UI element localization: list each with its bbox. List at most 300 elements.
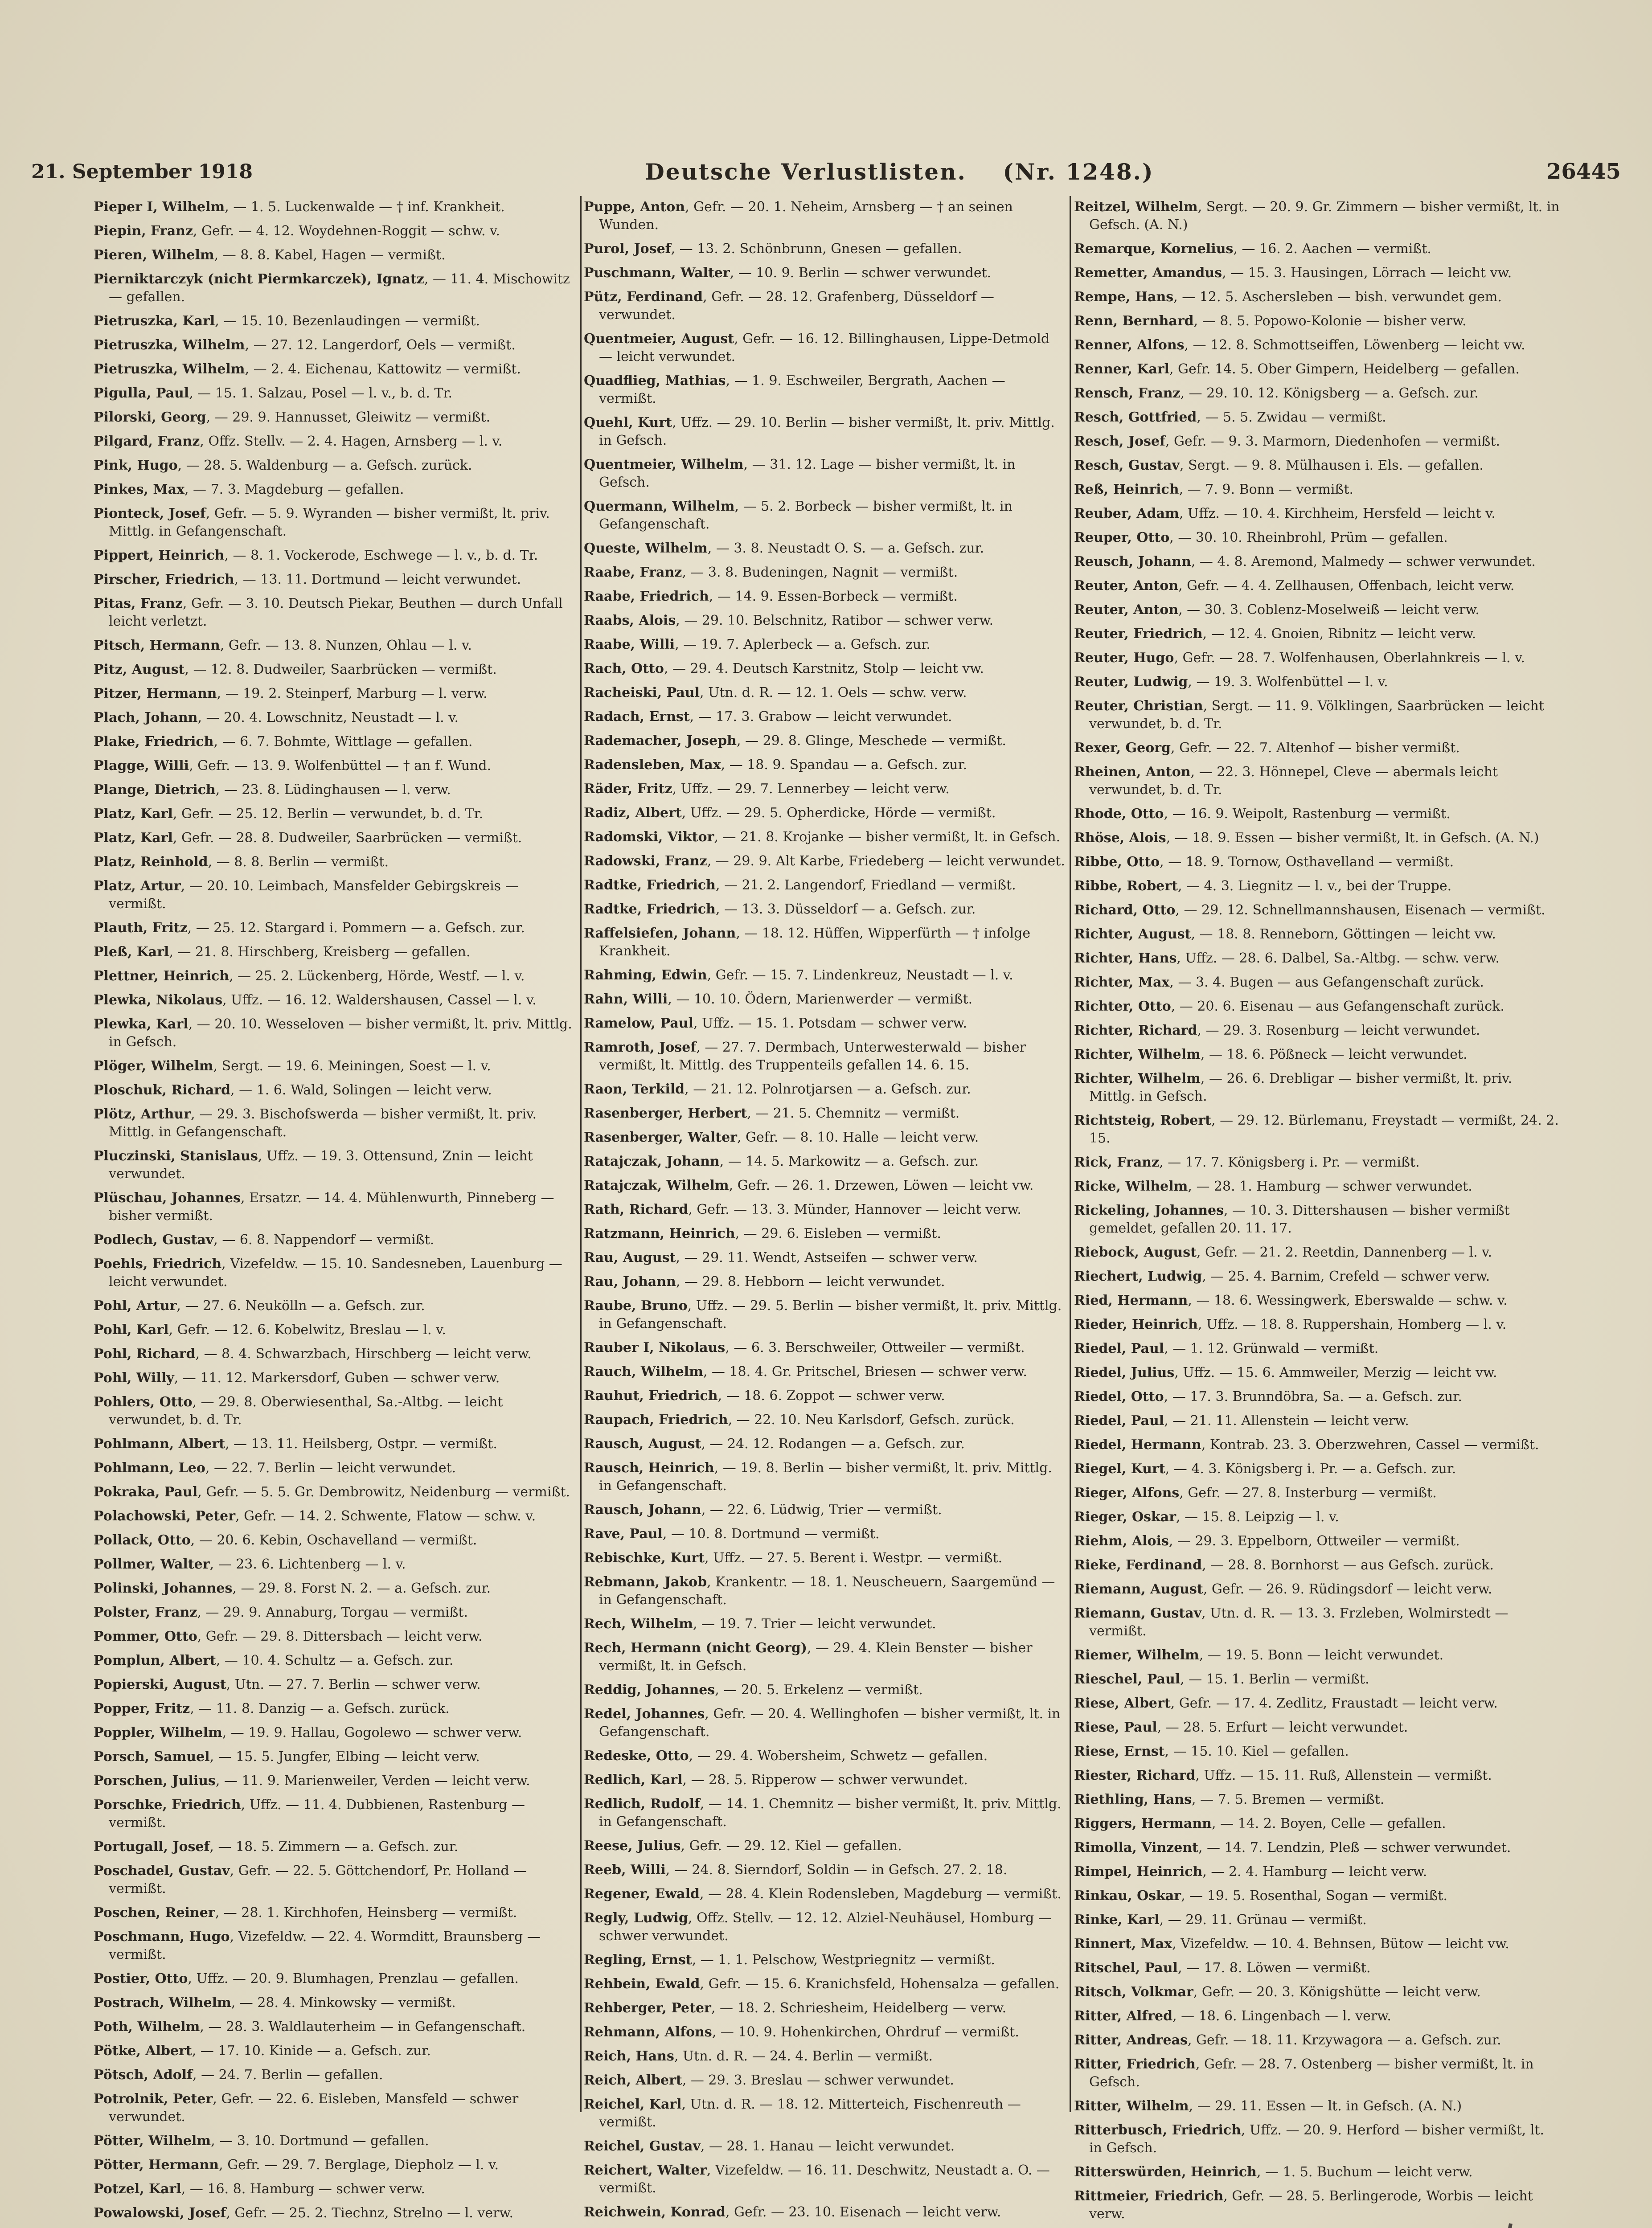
- casualty-details: — 18. 6. Pößneck — leicht verwundet.: [1209, 1047, 1468, 1062]
- casualty-entry: Rehberger, Peter, — 18. 2. Schriesheim, Heidelberg — verw.: [584, 2000, 1007, 2016]
- soldier-name: Rehberger, Peter: [584, 2000, 711, 2016]
- soldier-name: Reese, Julius: [584, 1838, 681, 1854]
- soldier-name: Rausch, Heinrich: [584, 1460, 714, 1476]
- casualty-details: Uffz. — 18. 8. Ruppershain, Homberg — l. v.: [1206, 1317, 1507, 1332]
- casualty-entry: Rebischke, Kurt, Uffz. — 27. 5. Berent i. Westpr. — vermißt.: [584, 1550, 1003, 1566]
- casualty-details: — 13. 3. Düsseldorf — a. Gefsch. zur.: [724, 901, 976, 917]
- soldier-name: Ricke, Wilhelm: [1074, 1179, 1188, 1194]
- casualty-entry: Rieschel, Paul, — 15. 1. Berlin — vermißt.: [1074, 1671, 1369, 1687]
- casualty-entry: Raabe, Franz, — 3. 8. Budeningen, Nagnit — vermißt.: [584, 565, 958, 580]
- soldier-name: Riggers, Hermann: [1074, 1816, 1212, 1831]
- casualty-details: — 19. 2. Steinperf, Marburg — l. verw.: [225, 686, 488, 701]
- soldier-name: Platz, Karl: [94, 806, 173, 822]
- soldier-name: Quentmeier, Wilhelm: [584, 457, 744, 472]
- casualty-entry: Reusch, Johann, — 4. 8. Aremond, Malmedy — schwer verwundet.: [1074, 554, 1536, 569]
- casualty-details: Uffz. — 29. 5. Berlin — bisher vermißt, lt. priv. Mittlg. in Gefangenschaft.: [599, 1298, 1062, 1331]
- casualty-details: — 21. 8. Krojanke — bisher vermißt, lt. in Gefsch.: [722, 829, 1061, 845]
- casualty-entry: Rhöse, Alois, — 18. 9. Essen — bisher vermißt, lt. in Gefsch. (A. N.): [1074, 830, 1539, 846]
- casualty-entry: Reese, Julius, Gefr. — 29. 12. Kiel — gefallen.: [584, 1838, 902, 1854]
- soldier-name: Pitzer, Hermann: [94, 686, 217, 701]
- casualty-details: — 20. 4. Lowschnitz, Neustadt — l. v.: [206, 710, 459, 725]
- casualty-entry: Rahn, Willi, — 10. 10. Ödern, Marienwerder — vermißt.: [584, 991, 973, 1007]
- casualty-entry: Regener, Ewald, — 28. 4. Klein Rodensleben, Magdeburg — vermißt.: [584, 1886, 1062, 1902]
- soldier-name: Pietruszka, Wilhelm: [94, 337, 245, 353]
- casualty-entry: Pommer, Otto, Gefr. — 29. 8. Dittersbach — leicht verw.: [94, 1629, 483, 1644]
- casualty-entry: Rehmann, Alfons, — 10. 9. Hohenkirchen, Ohrdruf — vermißt.: [584, 2024, 1019, 2040]
- casualty-entry: Pilgard, Franz, Offz. Stellv. — 2. 4. Hagen, Arnsberg — l. v.: [94, 434, 503, 449]
- casualty-entry: Raube, Bruno, Uffz. — 29. 5. Berlin — bisher vermißt, lt. priv. Mittlg. in Gefangenschaft.: [584, 1298, 1062, 1331]
- soldier-name: Rau, Johann: [584, 1274, 676, 1290]
- casualty-details: — 24. 7. Berlin — gefallen.: [201, 2067, 383, 2083]
- casualty-details: Gefr. — 28. 7. Ostenberg — bisher vermißt, lt. in Gefsch.: [1089, 2056, 1534, 2090]
- casualty-entry: Riedel, Hermann, Kontrab. 23. 3. Oberzwehren, Cassel — vermißt.: [1074, 1437, 1539, 1453]
- soldier-name: Polster, Franz: [94, 1605, 197, 1620]
- casualty-details: Uffz. — 15. 1. Potsdam — schwer verw.: [702, 1016, 967, 1031]
- casualty-details: — 20. 10. Wesseloven — bisher vermißt, lt. priv. Mittlg. in Gefsch.: [109, 1016, 572, 1050]
- soldier-name: Rauber I, Nikolaus: [584, 1340, 726, 1356]
- casualty-details: Gefr. — 28. 7. Wolfenhausen, Oberlahnkreis — l. v.: [1182, 650, 1525, 666]
- casualty-entry: Pohlmann, Albert, — 13. 11. Heilsberg, Ostpr. — vermißt.: [94, 1436, 497, 1452]
- soldier-name: Porschke, Friedrich: [94, 1797, 241, 1813]
- casualty-details: — 28. 1. Hanau — leicht verwundet.: [709, 2138, 955, 2154]
- casualty-entry: Rick, Franz, — 17. 7. Königsberg i. Pr. — vermißt.: [1074, 1155, 1420, 1170]
- soldier-name: Raabe, Friedrich: [584, 589, 709, 604]
- casualty-details: Uffz. — 28. 6. Dalbel, Sa.-Altbg. — schw. verw.: [1185, 950, 1500, 966]
- casualty-details: Gefr. — 27. 8. Insterburg — vermißt.: [1188, 1485, 1437, 1501]
- casualty-entry: Radensleben, Max, — 18. 9. Spandau — a. Gefsch. zur.: [584, 757, 967, 773]
- casualty-entry: Piepin, Franz, Gefr. — 4. 12. Woydehnen-Roggit — schw. v.: [94, 223, 500, 239]
- casualty-details: Vizefeldw. — 15. 10. Sandesneben, Lauenburg — leicht verwundet.: [109, 1256, 562, 1290]
- soldier-name: Rave, Paul: [584, 1526, 663, 1542]
- casualty-details: — 5. 2. Borbeck — bisher vermißt, lt. in Gefangenschaft.: [599, 499, 1013, 532]
- casualty-details: — 31. 12. Lage — bisher vermißt, lt. in Gefsch.: [599, 457, 1016, 490]
- soldier-name: Radensleben, Max: [584, 757, 721, 773]
- casualty-entry: Rech, Hermann (nicht Georg), — 29. 4. Klein Benster — bisher vermißt, lt. in Gefsch.: [584, 1640, 1033, 1674]
- casualty-entry: Rempe, Hans, — 12. 5. Aschersleben — bish. verwundet gem.: [1074, 289, 1502, 305]
- soldier-name: Richter, Wilhelm: [1074, 1071, 1201, 1086]
- soldier-name: Plach, Johann: [94, 710, 198, 725]
- casualty-details: Gefr. — 21. 2. Reetdin, Dannenberg — l. v.: [1205, 1245, 1492, 1260]
- casualty-details: Utn. d. R. — 18. 12. Mitterteich, Fischenreuth — vermißt.: [599, 2097, 1021, 2130]
- casualty-details: — 12. 8. Schmottseiffen, Löwenberg — leicht vw.: [1193, 337, 1525, 353]
- casualty-details: — 19. 5. Rosenthal, Sogan — vermißt.: [1189, 1888, 1448, 1904]
- casualty-entry: Quehl, Kurt, Uffz. — 29. 10. Berlin — bisher vermißt, lt. priv. Mittlg. in Gefsch.: [584, 415, 1055, 448]
- casualty-details: Gefr. — 17. 4. Zedlitz, Fraustadt — leicht verw.: [1179, 1696, 1498, 1711]
- casualty-entry: Raabe, Willi, — 19. 7. Aplerbeck — a. Gefsch. zur.: [584, 637, 931, 652]
- casualty-entry: Riechert, Ludwig, — 25. 4. Barnim, Crefeld — schwer verw.: [1074, 1269, 1490, 1284]
- soldier-name: Richter, Hans: [1074, 950, 1177, 966]
- casualty-details: Gefr. — 9. 3. Marmorn, Diedenhofen — vermißt.: [1174, 434, 1500, 449]
- soldier-name: Rebischke, Kurt: [584, 1550, 705, 1566]
- soldier-name: Raabe, Willi: [584, 637, 675, 652]
- casualty-entry: Pietruszka, Karl, — 15. 10. Bezenlaudingen — vermißt.: [94, 313, 480, 329]
- casualty-entry: Ploschuk, Richard, — 1. 6. Wald, Solingen — leicht verw.: [94, 1082, 492, 1098]
- casualty-details: — 29. 11. Wendt, Astseifen — schwer verw.: [684, 1250, 978, 1266]
- soldier-name: Pitz, August: [94, 662, 185, 677]
- soldier-name: Reuter, Anton: [1074, 578, 1179, 594]
- casualty-details: — 10. 9. Berlin — schwer verwundet.: [738, 265, 992, 281]
- casualty-entry: Pilorski, Georg, — 29. 9. Hannusset, Gleiwitz — vermißt.: [94, 410, 491, 425]
- casualty-entry: Pötsch, Adolf, — 24. 7. Berlin — gefallen.: [94, 2067, 383, 2083]
- soldier-name: Renn, Bernhard: [1074, 313, 1194, 329]
- casualty-entry: Rexer, Georg, Gefr. — 22. 7. Altenhof — bisher vermißt.: [1074, 740, 1460, 756]
- soldier-name: Radowski, Franz: [584, 853, 707, 869]
- casualty-entry: Poth, Wilhelm, — 28. 3. Waldlauterheim — in Gefangenschaft.: [94, 2019, 526, 2035]
- soldier-name: Resch, Gustav: [1074, 458, 1180, 473]
- soldier-name: Potzel, Karl: [94, 2181, 181, 2197]
- casualty-details: Uffz. — 16. 12. Waldershausen, Cassel — l. v.: [231, 992, 537, 1008]
- casualty-details: Utn. d. R. — 24. 4. Berlin — vermißt.: [682, 2048, 933, 2064]
- casualty-entry: Plüschau, Johannes, Ersatzr. — 14. 4. Mühlenwurth, Pinneberg — bisher vermißt.: [94, 1190, 554, 1224]
- soldier-name: Richtsteig, Robert: [1074, 1113, 1212, 1128]
- casualty-details: — 22. 7. Berlin — leicht verwundet.: [213, 1460, 456, 1476]
- casualty-entry: Raabs, Alois, — 29. 10. Belschnitz, Ratibor — schwer verw.: [584, 613, 994, 628]
- soldier-name: Portugall, Josef: [94, 1839, 210, 1855]
- casualty-entry: Ried, Hermann, — 18. 6. Wessingwerk, Eberswalde — schw. v.: [1074, 1293, 1508, 1308]
- casualty-details: — 29. 3. Bischofswerda — bisher vermißt, lt. priv. Mittlg. in Gefangenschaft.: [109, 1106, 537, 1140]
- casualty-details: — 8. 8. Kabel, Hagen — vermißt.: [222, 247, 446, 263]
- casualty-entry: Rausch, Heinrich, — 19. 8. Berlin — bisher vermißt, lt. priv. Mittlg. in Gefangenschaft.: [584, 1460, 1052, 1494]
- casualty-details: — 17. 10. Kinide — a. Gefsch. zur.: [200, 2043, 431, 2059]
- casualty-details: Gefr. — 12. 6. Kobelwitz, Breslau — l. v.: [177, 1322, 446, 1338]
- casualty-details: — 16. 8. Hamburg — schwer verw.: [189, 2181, 425, 2197]
- casualty-entry: Reddig, Johannes, — 20. 5. Erkelenz — vermißt.: [584, 1682, 923, 1698]
- soldier-name: Plüschau, Johannes: [94, 1190, 241, 1206]
- soldier-name: Platz, Artur: [94, 878, 181, 894]
- casualty-entry: Rimolla, Vinzent, — 14. 7. Lendzin, Pleß — schwer verwundet.: [1074, 1840, 1511, 1855]
- soldier-name: Reichel, Gustav: [584, 2138, 701, 2154]
- casualty-entry: Pietruszka, Wilhelm, — 2. 4. Eichenau, Kattowitz — vermißt.: [94, 361, 521, 377]
- soldier-name: Pohl, Artur: [94, 1298, 177, 1314]
- casualty-entry: Pitas, Franz, Gefr. — 3. 10. Deutsch Piekar, Beuthen — durch Unfall leicht verletzt.: [94, 596, 563, 629]
- casualty-details: — 29. 3. Eppelborn, Ottweiler — vermißt.: [1177, 1533, 1460, 1549]
- casualty-details: — 29. 8. Forst N. 2. — a. Gefsch. zur.: [241, 1581, 491, 1596]
- casualty-details: Gefr. — 26. 9. Rüdingsdorf — leicht verw.: [1211, 1581, 1492, 1597]
- casualty-entry: Porsch, Samuel, — 15. 5. Jungfer, Elbing — leicht verw.: [94, 1749, 480, 1765]
- casualty-entry: Riegel, Kurt, — 4. 3. Königsberg i. Pr. — a. Gefsch. zur.: [1074, 1461, 1456, 1477]
- soldier-name: Poppler, Wilhelm: [94, 1725, 222, 1741]
- casualty-details: Sergt. — 11. 9. Völklingen, Saarbrücken — leicht verwundet, b. d. Tr.: [1089, 698, 1544, 732]
- soldier-name: Reuber, Adam: [1074, 506, 1179, 521]
- soldier-name: Rick, Franz: [1074, 1155, 1160, 1170]
- casualty-entry: Ritschel, Paul, — 17. 8. Löwen — vermißt.: [1074, 1960, 1371, 1976]
- casualty-entry: Rhode, Otto, — 16. 9. Weipolt, Rastenburg — vermißt.: [1074, 806, 1451, 822]
- casualty-entry: Reuter, Anton, Gefr. — 4. 4. Zellhausen, Offenbach, leicht verw.: [1074, 578, 1515, 594]
- casualty-entry: Rinnert, Max, Vizefeldw. — 10. 4. Behnsen, Bütow — leicht vw.: [1074, 1936, 1509, 1952]
- soldier-name: Ratzmann, Heinrich: [584, 1226, 735, 1241]
- soldier-name: Rasenberger, Herbert: [584, 1106, 747, 1121]
- casualty-entry: Pieper I, Wilhelm, — 1. 5. Luckenwalde — † inf. Krankheit.: [94, 199, 505, 215]
- casualty-entry: Ritter, Andreas, Gefr. — 18. 11. Krzywagora — a. Gefsch. zur.: [1074, 2032, 1501, 2048]
- casualty-details: — 28. 3. Waldlauterheim — in Gefangenschaft.: [208, 2019, 526, 2035]
- casualty-details: — 28. 4. Minkowsky — vermißt.: [239, 1995, 456, 2011]
- handwritten-annotation: [107, 2206, 1533, 2228]
- soldier-name: Poschmann, Hugo: [94, 1929, 230, 1945]
- casualty-details: Vizefeldw. — 10. 4. Behnsen, Bütow — leicht vw.: [1181, 1936, 1509, 1952]
- casualty-details: — 28. 8. Bornhorst — aus Gefsch. zurück.: [1210, 1557, 1494, 1573]
- casualty-entry: Reuter, Ludwig, — 19. 3. Wolfenbüttel — l. v.: [1074, 674, 1388, 690]
- casualty-entry: Rehbein, Ewald, Gefr. — 15. 6. Kranichsfeld, Hohensalza — gefallen.: [584, 1976, 1060, 1992]
- casualty-column-3: [1074, 198, 1560, 2222]
- casualty-entry: Riese, Albert, Gefr. — 17. 4. Zedlitz, Fraustadt — leicht verw.: [1074, 1696, 1498, 1711]
- casualty-details: — 18. 6. Wessingwerk, Eberswalde — schw. v.: [1196, 1293, 1508, 1308]
- casualty-entry: Riggers, Hermann, — 14. 2. Boyen, Celle — gefallen.: [1074, 1816, 1446, 1831]
- soldier-name: Raabe, Franz: [584, 565, 682, 580]
- casualty-details: — 19. 7. Trier — leicht verwundet.: [701, 1616, 936, 1632]
- soldier-name: Reichel, Karl: [584, 2097, 682, 2112]
- casualty-details: — 17. 7. Königsberg i. Pr. — vermißt.: [1168, 1155, 1420, 1170]
- soldier-name: Pigulla, Paul: [94, 385, 189, 401]
- casualty-details: Offz. Stellv. — 12. 12. Alziel-Neuhäusel, Homburg — schwer verwundet.: [599, 1910, 1052, 1944]
- casualty-column-1: [94, 198, 579, 2221]
- casualty-entry: Richter, Hans, Uffz. — 28. 6. Dalbel, Sa.-Altbg. — schw. verw.: [1074, 950, 1500, 966]
- casualty-entry: Riedel, Julius, Uffz. — 15. 6. Ammweiler, Merzig — leicht vw.: [1074, 1365, 1497, 1380]
- casualty-details: Kontrab. 23. 3. Oberzwehren, Cassel — vermißt.: [1209, 1437, 1539, 1453]
- casualty-entry: Rasenberger, Walter, Gefr. — 8. 10. Halle — leicht verw.: [584, 1130, 979, 1145]
- casualty-entry: Pollack, Otto, — 20. 6. Kebin, Oschavelland — vermißt.: [94, 1532, 477, 1548]
- casualty-entry: Ricke, Wilhelm, — 28. 1. Hamburg — schwer verwundet.: [1074, 1179, 1472, 1194]
- casualty-details: — 11. 8. Danzig — a. Gefsch. zurück.: [198, 1701, 450, 1716]
- casualty-details: — 29. 4. Wobersheim, Schwetz — gefallen.: [697, 1748, 988, 1764]
- casualty-details: Gefr. — 16. 12. Billinghausen, Lippe-Detmold — leicht verwundet.: [599, 331, 1050, 365]
- casualty-details: — 18. 4. Gr. Pritschel, Briesen — schwer verw.: [711, 1364, 1027, 1380]
- soldier-name: Radtke, Friedrich: [584, 901, 716, 917]
- casualty-entry: Powalowski, Josef, Gefr. — 25. 2. Tiechnz, Strelno — l. verw.: [94, 2205, 514, 2221]
- casualty-entry: Potrolnik, Peter, Gefr. — 22. 6. Eisleben, Mansfeld — schwer verwundet.: [94, 2091, 519, 2125]
- soldier-name: Pollmer, Walter: [94, 1556, 210, 1572]
- soldier-name: Radomski, Viktor: [584, 829, 714, 845]
- casualty-entry: Pokraka, Paul, Gefr. — 5. 5. Gr. Dembrowitz, Neidenburg — vermißt.: [94, 1484, 570, 1500]
- soldier-name: Porsch, Samuel: [94, 1749, 210, 1765]
- casualty-entry: Ratzmann, Heinrich, — 29. 6. Eisleben — vermißt.: [584, 1226, 941, 1241]
- soldier-name: Resch, Gottfried: [1074, 410, 1197, 425]
- soldier-name: Pippert, Heinrich: [94, 548, 225, 563]
- casualty-details: — 10. 10. Ödern, Marienwerder — vermißt.: [676, 991, 973, 1007]
- casualty-entry: Reichert, Walter, Vizefeldw. — 16. 11. Deschwitz, Neustadt a. O. — vermißt.: [584, 2162, 1050, 2196]
- soldier-name: Pötke, Albert: [94, 2043, 192, 2059]
- casualty-entry: Rheinen, Anton, — 22. 3. Hönnepel, Cleve — abermals leicht verwundet, b. d. Tr.: [1074, 764, 1498, 798]
- soldier-name: Rheinen, Anton: [1074, 764, 1191, 780]
- casualty-entry: Richter, Otto, — 20. 6. Eisenau — aus Gefangenschaft zurück.: [1074, 999, 1504, 1014]
- casualty-details: — 7. 9. Bonn — vermißt.: [1187, 482, 1354, 497]
- soldier-name: Richter, Richard: [1074, 1023, 1197, 1038]
- soldier-name: Podlech, Gustav: [94, 1232, 214, 1248]
- casualty-details: — 18. 6. Lingenbach — l. verw.: [1181, 2008, 1391, 2024]
- soldier-name: Pieren, Wilhelm: [94, 247, 214, 263]
- casualty-details: Uffz. — 19. 3. Ottensund, Znin — leicht verwundet.: [109, 1148, 533, 1182]
- casualty-details: Gefr. — 29. 8. Dittersbach — leicht verw.: [205, 1629, 483, 1644]
- casualty-details: Utn. d. R. — 13. 3. Frzleben, Wolmirstedt — vermißt.: [1089, 1605, 1509, 1639]
- soldier-name: Quehl, Kurt: [584, 415, 672, 430]
- soldier-name: Resch, Josef: [1074, 434, 1165, 449]
- casualty-entry: Platz, Karl, Gefr. — 28. 8. Dudweiler, Saarbrücken — vermißt.: [94, 830, 522, 846]
- casualty-details: — 6. 7. Bohmte, Wittlage — gefallen.: [222, 734, 473, 749]
- casualty-details: — 23. 6. Lichtenberg — l. v.: [218, 1556, 406, 1572]
- soldier-name: Reichert, Walter: [584, 2162, 707, 2178]
- casualty-details: Uffz. — 20. 9. Blumhagen, Prenzlau — gefallen.: [196, 1971, 519, 1986]
- soldier-name: Rausch, Johann: [584, 1502, 701, 1518]
- casualty-details: — 2. 4. Hamburg — leicht verw.: [1211, 1864, 1427, 1880]
- casualty-entry: Pohl, Richard, — 8. 4. Schwarzbach, Hirschberg — leicht verw.: [94, 1346, 532, 1362]
- soldier-name: Pollack, Otto: [94, 1532, 191, 1548]
- soldier-name: Pink, Hugo: [94, 458, 178, 473]
- casualty-entry: Richter, Max, — 3. 4. Bugen — aus Gefangenschaft zurück.: [1074, 975, 1484, 990]
- soldier-name: Rauch, Wilhelm: [584, 1364, 703, 1380]
- soldier-name: Pitas, Franz: [94, 596, 183, 611]
- soldier-name: Plettner, Heinrich: [94, 968, 230, 984]
- casualty-entry: Rinke, Karl, — 29. 11. Grünau — vermißt.: [1074, 1912, 1367, 1928]
- soldier-name: Reichwein, Konrad: [584, 2204, 726, 2220]
- soldier-name: Porschen, Julius: [94, 1773, 216, 1789]
- casualty-entry: Poschmann, Hugo, Vizefeldw. — 22. 4. Wormditt, Braunsberg — vermißt.: [94, 1929, 541, 1962]
- casualty-entry: Raon, Terkild, — 21. 12. Polnrotjarsen — a. Gefsch. zur.: [584, 1081, 971, 1097]
- casualty-details: — 25. 2. Lückenberg, Hörde, Westf. — l. v.: [238, 968, 525, 984]
- casualty-details: — 29. 10. 12. Königsberg — a. Gefsch. zur.: [1189, 385, 1479, 401]
- casualty-details: — 28. 1. Hamburg — schwer verwundet.: [1196, 1179, 1472, 1194]
- casualty-entry: Pitsch, Hermann, Gefr. — 13. 8. Nunzen, Ohlau — l. v.: [94, 638, 472, 653]
- casualty-details: Gefr. — 22. 6. Eisleben, Mansfeld — schwer verwundet.: [109, 2091, 519, 2125]
- casualty-details: — 15. 1. Salzau, Posel — l. v., b. d. Tr.: [197, 385, 453, 401]
- soldier-name: Rinke, Karl: [1074, 1912, 1160, 1928]
- soldier-name: Riester, Richard: [1074, 1768, 1196, 1783]
- soldier-name: Rhöse, Alois: [1074, 830, 1166, 846]
- casualty-details: — 22. 6. Lüdwig, Trier — vermißt.: [709, 1502, 942, 1518]
- casualty-details: — 10. 4. Schultz — a. Gefsch. zur.: [224, 1653, 454, 1668]
- casualty-details: Ersatzr. — 14. 4. Mühlenwurth, Pinneberg — bisher vermißt.: [109, 1190, 554, 1224]
- casualty-details: — 29. 9. Hannusset, Gleiwitz — vermißt.: [214, 410, 491, 425]
- casualty-entry: Podlech, Gustav, — 6. 8. Nappendorf — vermißt.: [94, 1232, 435, 1248]
- casualty-entry: Plagge, Willi, Gefr. — 13. 9. Wolfenbüttel — † an f. Wund.: [94, 758, 492, 774]
- casualty-entry: Pionteck, Josef, Gefr. — 5. 9. Wyranden — bisher vermißt, lt. priv. Mittlg. in Gefangenschaft.: [94, 506, 550, 539]
- casualty-details: — 20. 6. Eisenau — aus Gefangenschaft zurück.: [1179, 999, 1504, 1014]
- casualty-details: Vizefeldw. — 16. 11. Deschwitz, Neustadt a. O. — vermißt.: [599, 2162, 1050, 2196]
- soldier-name: Ribbe, Otto: [1074, 854, 1160, 870]
- soldier-name: Rach, Otto: [584, 661, 664, 676]
- casualty-entry: Radomski, Viktor, — 21. 8. Krojanke — bisher vermißt, lt. in Gefsch.: [584, 829, 1061, 845]
- casualty-entry: Polster, Franz, — 29. 9. Annaburg, Torgau — vermißt.: [94, 1605, 468, 1620]
- casualty-column-2: [584, 198, 1065, 2220]
- soldier-name: Raabs, Alois: [584, 613, 676, 628]
- soldier-name: Ritter, Wilhelm: [1074, 2098, 1189, 2114]
- casualty-entry: Porschke, Friedrich, Uffz. — 11. 4. Dubbienen, Rastenburg — vermißt.: [94, 1797, 525, 1831]
- casualty-entry: Richard, Otto, — 29. 12. Schnellmannshausen, Eisenach — vermißt.: [1074, 902, 1545, 918]
- soldier-name: Reuter, Hugo: [1074, 650, 1174, 666]
- soldier-name: Reich, Albert: [584, 2072, 682, 2088]
- soldier-name: Rath, Richard: [584, 1202, 689, 1217]
- casualty-details: Gefr. — 22. 5. Göttchendorf, Pr. Holland — vermißt.: [109, 1863, 527, 1896]
- publication-title-line: [645, 159, 1154, 185]
- casualty-entry: Pinkes, Max, — 7. 3. Magdeburg — gefallen.: [94, 482, 404, 497]
- soldier-name: Reeb, Willi: [584, 1862, 666, 1878]
- casualty-details: Gefr. — 29. 12. Kiel — gefallen.: [689, 1838, 902, 1854]
- casualty-details: — 29. 12. Bürlemanu, Freystadt — vermißt, 24. 2. 15.: [1089, 1113, 1559, 1146]
- casualty-details: — 4. 3. Königsberg i. Pr. — a. Gefsch. zur.: [1173, 1461, 1456, 1477]
- casualty-details: — 1. 5. Buchum — leicht verw.: [1265, 2164, 1473, 2180]
- soldier-name: Platz, Reinhold: [94, 854, 208, 870]
- casualty-entry: Rademacher, Joseph, — 29. 8. Glinge, Meschede — vermißt.: [584, 733, 1006, 749]
- soldier-name: Reuper, Otto: [1074, 530, 1170, 545]
- casualty-entry: Poehls, Friedrich, Vizefeldw. — 15. 10. Sandesneben, Lauenburg — leicht verwundet.: [94, 1256, 562, 1290]
- casualty-details: Utn. d. R. — 12. 1. Oels — schw. verw.: [708, 685, 967, 700]
- casualty-details: — 2. 4. Eichenau, Kattowitz — vermißt.: [253, 361, 521, 377]
- casualty-details: — 6. 8. Nappendorf — vermißt.: [222, 1232, 435, 1248]
- soldier-name: Rau, August: [584, 1250, 676, 1266]
- casualty-entry: Plewka, Nikolaus, Uffz. — 16. 12. Waldershausen, Cassel — l. v.: [94, 992, 537, 1008]
- soldier-name: Platz, Karl: [94, 830, 173, 846]
- soldier-name: Pohlers, Otto: [94, 1394, 193, 1410]
- casualty-entry: Renner, Alfons, — 12. 8. Schmottseiffen, Löwenberg — leicht vw.: [1074, 337, 1525, 353]
- casualty-details: — 15. 3. Hausingen, Lörrach — leicht vw.: [1230, 265, 1512, 281]
- casualty-entry: Radtke, Friedrich, — 21. 2. Langendorf, Friedland — vermißt.: [584, 877, 1016, 893]
- casualty-entry: Riese, Paul, — 28. 5. Erfurt — leicht verwundet.: [1074, 1720, 1408, 1735]
- casualty-entry: Plötz, Arthur, — 29. 3. Bischofswerda — bisher vermißt, lt. priv. Mittlg. in Gefangenschaft.: [94, 1106, 537, 1140]
- casualty-details: — 10. 9. Hohenkirchen, Ohrdruf — vermißt.: [720, 2024, 1019, 2040]
- casualty-entry: Pötke, Albert, — 17. 10. Kinide — a. Gefsch. zur.: [94, 2043, 431, 2059]
- casualty-entry: Plöger, Wilhelm, Sergt. — 19. 6. Meiningen, Soest — l. v.: [94, 1058, 491, 1074]
- casualty-entry: Plake, Friedrich, — 6. 7. Bohmte, Wittlage — gefallen.: [94, 734, 473, 749]
- casualty-entry: Pohlers, Otto, — 29. 8. Oberwiesenthal, Sa.-Altbg. — leicht verwundet, b. d. Tr.: [94, 1394, 503, 1428]
- casualty-entry: Pollmer, Walter, — 23. 6. Lichtenberg — l. v.: [94, 1556, 406, 1572]
- casualty-entry: Resch, Josef, Gefr. — 9. 3. Marmorn, Diedenhofen — vermißt.: [1074, 434, 1500, 449]
- casualty-details: — 15. 10. Bezenlaudingen — vermißt.: [223, 313, 480, 329]
- casualty-details: — 29. 6. Eisleben — vermißt.: [743, 1226, 941, 1241]
- soldier-name: Puppe, Anton: [584, 199, 685, 215]
- soldier-name: Ritter, Alfred: [1074, 2008, 1173, 2024]
- casualty-details: — 19. 9. Hallau, Gogolewo — schwer verw.: [230, 1725, 522, 1741]
- casualty-entry: Reuter, Christian, Sergt. — 11. 9. Völklingen, Saarbrücken — leicht verwundet, b. d. Tr.: [1074, 698, 1544, 732]
- soldier-name: Poehls, Friedrich: [94, 1256, 222, 1272]
- casualty-details: — 18. 2. Schriesheim, Heidelberg — verw.: [719, 2000, 1007, 2016]
- casualty-details: Gefr. — 18. 11. Krzywagora — a. Gefsch. zur.: [1196, 2032, 1501, 2048]
- casualty-entry: Plach, Johann, — 20. 4. Lowschnitz, Neustadt — l. v.: [94, 710, 459, 725]
- casualty-details: Utn. — 27. 7. Berlin — schwer verw.: [234, 1677, 481, 1692]
- casualty-entry: Puppe, Anton, Gefr. — 20. 1. Neheim, Arnsberg — † an seinen Wunden.: [584, 199, 1013, 233]
- soldier-name: Rensch, Franz: [1074, 385, 1181, 401]
- casualty-details: — 14. 9. Essen-Borbeck — vermißt.: [717, 589, 958, 604]
- casualty-entry: Pirscher, Friedrich, — 13. 11. Dortmund — leicht verwundet.: [94, 572, 521, 587]
- casualty-details: — 1. 12. Grünwald — vermißt.: [1172, 1341, 1379, 1356]
- casualty-entry: Ritter, Alfred, — 18. 6. Lingenbach — l. verw.: [1074, 2008, 1391, 2024]
- casualty-details: Vizefeldw. — 22. 4. Wormditt, Braunsberg — vermißt.: [109, 1929, 541, 1962]
- soldier-name: Rehbein, Ewald: [584, 1976, 700, 1992]
- soldier-name: Reß, Heinrich: [1074, 482, 1179, 497]
- soldier-name: Pilorski, Georg: [94, 410, 206, 425]
- casualty-details: Krankentr. — 18. 1. Neuscheuern, Saargemünd — in Gefangenschaft.: [599, 1574, 1055, 1608]
- casualty-entry: Pitz, August, — 12. 8. Dudweiler, Saarbrücken — vermißt.: [94, 662, 497, 677]
- casualty-entry: Pluczinski, Stanislaus, Uffz. — 19. 3. Ottensund, Znin — leicht verwundet.: [94, 1148, 533, 1182]
- soldier-name: Riebock, August: [1074, 1245, 1197, 1260]
- soldier-name: Radiz, Albert: [584, 805, 682, 821]
- casualty-entry: Riehm, Alois, — 29. 3. Eppelborn, Ottweiler — vermißt.: [1074, 1533, 1460, 1549]
- casualty-details: — 29. 11. Essen — lt. in Gefsch. (A. N.): [1197, 2098, 1462, 2114]
- casualty-entry: Rauber I, Nikolaus, — 6. 3. Berschweiler, Ottweiler — vermißt.: [584, 1340, 1025, 1356]
- soldier-name: Pohl, Richard: [94, 1346, 196, 1362]
- casualty-details: — 24. 8. Sierndorf, Soldin — in Gefsch. 27. 2. 18.: [674, 1862, 1008, 1878]
- casualty-details: Gefr. — 22. 7. Altenhof — bisher vermißt.: [1179, 740, 1460, 756]
- casualty-entry: Pomplun, Albert, — 10. 4. Schultz — a. Gefsch. zur.: [94, 1653, 454, 1668]
- soldier-name: Richter, Wilhelm: [1074, 1047, 1201, 1062]
- casualty-details: — 11. 9. Marienweiler, Verden — leicht verw.: [224, 1773, 530, 1789]
- casualty-details: — 3. 10. Dortmund — gefallen.: [219, 2133, 429, 2149]
- casualty-entry: Riester, Richard, Uffz. — 15. 11. Ruß, Allenstein — vermißt.: [1074, 1768, 1492, 1783]
- soldier-name: Purol, Josef: [584, 241, 671, 257]
- soldier-name: Reuter, Christian: [1074, 698, 1203, 714]
- casualty-entry: Rieger, Alfons, Gefr. — 27. 8. Insterburg — vermißt.: [1074, 1485, 1437, 1501]
- casualty-entry: Richter, August, — 18. 8. Renneborn, Göttingen — leicht vw.: [1074, 926, 1496, 942]
- casualty-entry: Riebock, August, Gefr. — 21. 2. Reetdin, Dannenberg — l. v.: [1074, 1245, 1492, 1260]
- soldier-name: Rempe, Hans: [1074, 289, 1174, 305]
- casualty-entry: Platz, Karl, Gefr. — 25. 12. Berlin — verwundet, b. d. Tr.: [94, 806, 484, 822]
